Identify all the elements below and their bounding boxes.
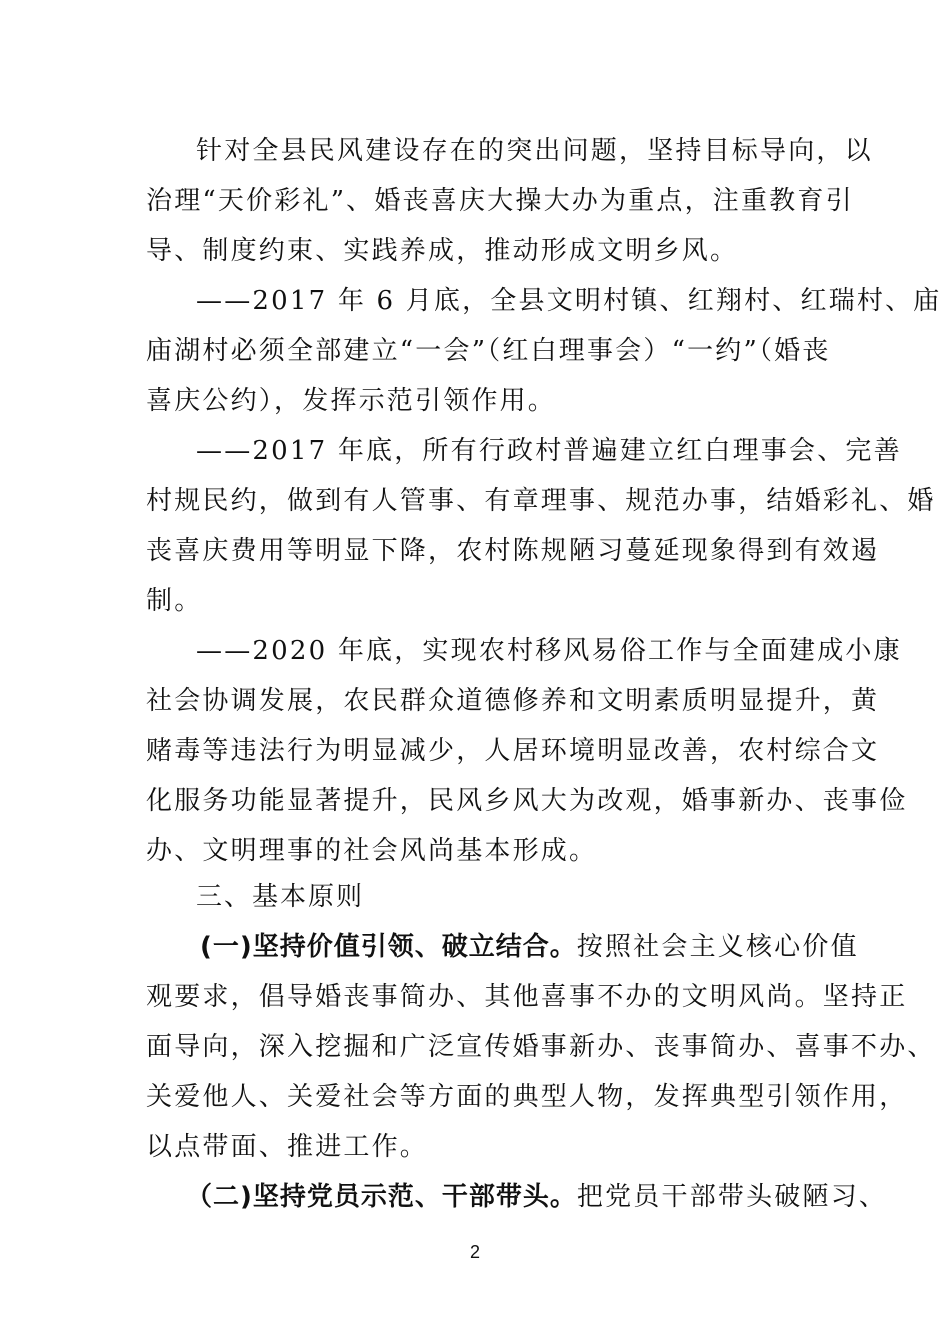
paragraph-4-line-3: 赌毒等违法行为明显减少，人居环境明显改善，农村综合文 bbox=[146, 736, 880, 766]
principle-1-line-2: 观要求，倡导婚丧事简办、其他喜事不办的文明风尚。坚持正 bbox=[146, 982, 908, 1012]
principle-1-line-4: 关爱他人、关爱社会等方面的典型人物，发挥典型引领作用， bbox=[146, 1082, 908, 1112]
principle-2-lead: （二)坚持党员示范、干部带头。 bbox=[186, 1182, 577, 1212]
principle-1-lead: (一)坚持价值引领、破立结合。 bbox=[200, 932, 577, 962]
paragraph-2-line-1: ——2017 年 6 月底，全县文明村镇、红翔村、红瑞村、庙 bbox=[196, 286, 942, 316]
paragraph-1-line-2: 治理“天价彩礼”、婚丧喜庆大操大办为重点，注重教育引 bbox=[146, 186, 854, 216]
paragraph-3-line-4: 制。 bbox=[146, 586, 203, 616]
paragraph-3-line-3: 丧喜庆费用等明显下降，农村陈规陋习蔓延现象得到有效遏 bbox=[146, 536, 880, 566]
paragraph-1-line-3: 导、制度约束、实践养成，推动形成文明乡风。 bbox=[146, 236, 739, 266]
paragraph-4-line-4: 化服务功能显著提升，民风乡风大为改观，婚事新办、丧事俭 bbox=[146, 786, 908, 816]
principle-1-line-5: 以点带面、推进工作。 bbox=[146, 1132, 429, 1162]
principle-1-first-line bbox=[200, 930, 859, 964]
paragraph-3-line-1: ——2017 年底，所有行政村普遍建立红白理事会、完善 bbox=[196, 436, 902, 466]
paragraph-4-line-1: ——2020 年底，实现农村移风易俗工作与全面建成小康 bbox=[196, 636, 902, 666]
principle-2-first-line-rest: 把党员干部带头破陋习、 bbox=[576, 1182, 888, 1212]
paragraph-4-line-2: 社会协调发展，农民群众道德修养和文明素质明显提升，黄 bbox=[146, 686, 880, 716]
principle-1-line-3: 面导向，深入挖掘和广泛宣传婚事新办、丧事简办、喜事不办、 bbox=[146, 1032, 936, 1062]
principle-2-first-line bbox=[186, 1180, 887, 1214]
section-heading: 三、基本原则 bbox=[196, 882, 365, 912]
paragraph-4-line-5: 办、文明理事的社会风尚基本形成。 bbox=[146, 836, 598, 866]
principle-1-first-line-rest: 按照社会主义核心价值 bbox=[576, 932, 859, 962]
paragraph-2-line-3: 喜庆公约），发挥示范引领作用。 bbox=[146, 386, 557, 416]
paragraph-3-line-2: 村规民约，做到有人管事、有章理事、规范办事，结婚彩礼、婚 bbox=[146, 486, 936, 516]
page-number: 2 bbox=[469, 1242, 480, 1262]
paragraph-2-line-2: 庙湖村必须全部建立“一会”（红白理事会）“一约”（婚丧 bbox=[146, 336, 831, 366]
paragraph-1-line-1: 针对全县民风建设存在的突出问题，坚持目标导向，以 bbox=[196, 136, 873, 166]
